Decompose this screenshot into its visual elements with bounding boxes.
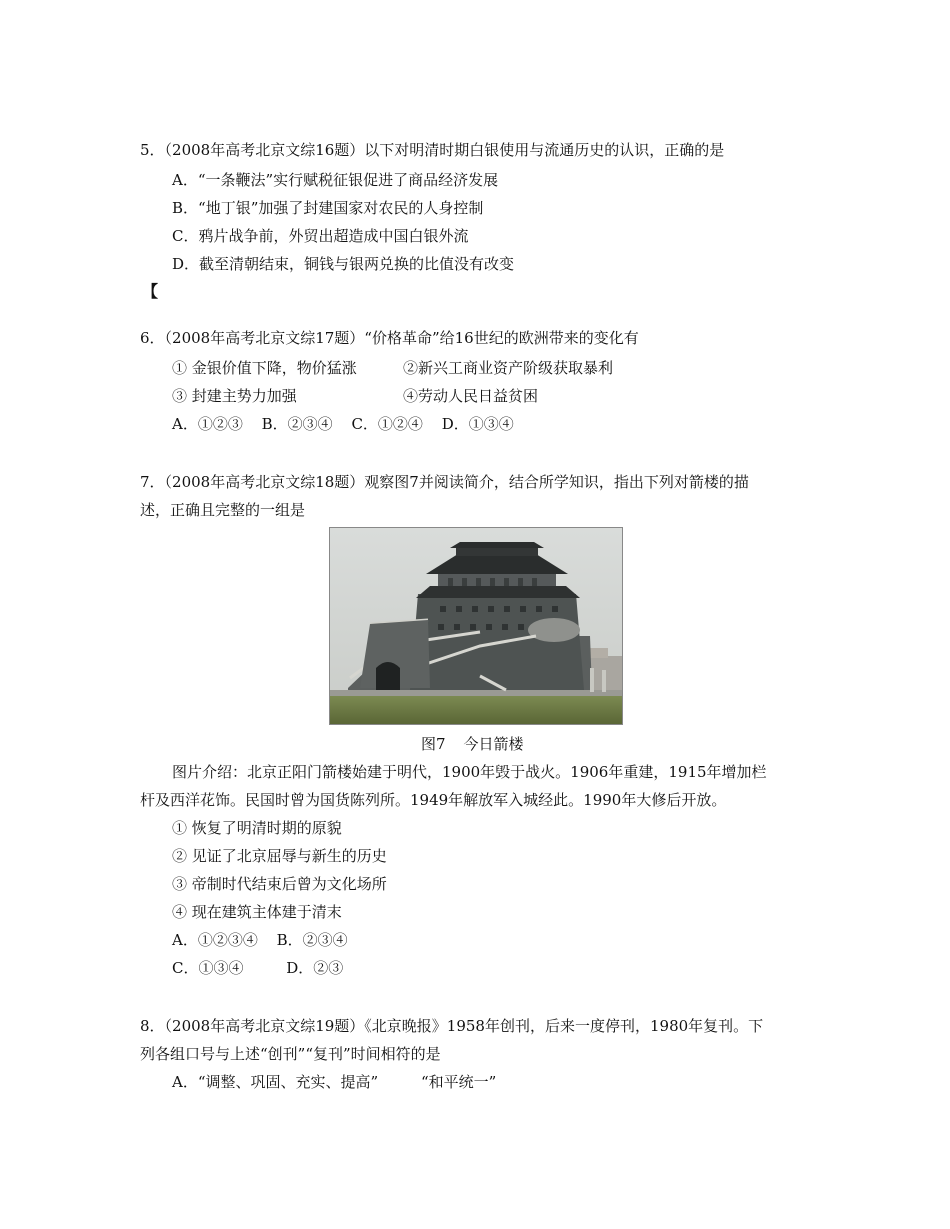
q6-item-4: ④劳动人民日益贫困 xyxy=(403,387,539,405)
q7-intro-line2: 杆及西洋花饰。民国时曾为国货陈列所。1949年解放军入城经此。1990年大修后开放。 xyxy=(140,791,727,809)
q5-option-a: A．“一条鞭法”实行赋税征银促进了商品经济发展 xyxy=(172,171,499,189)
q8-option-a-right: “和平统一” xyxy=(420,1073,497,1091)
q6-option-a: A．①②③ xyxy=(172,415,243,433)
q7-options-row2 xyxy=(172,958,343,978)
q7-intro-line1: 图片介绍：北京正阳门箭楼始建于明代，1900年毁于战火。1906年重建，1915年增加栏 xyxy=(172,763,767,781)
q6-option-b: B．②③④ xyxy=(261,415,333,433)
q5-option-b: B．“地丁银”加强了封建国家对农民的人身控制 xyxy=(172,199,484,217)
q7-item-4: ④ 现在建筑主体建于清末 xyxy=(172,903,342,921)
arrow-tower-photo xyxy=(329,527,623,725)
q7-option-a: A．①②③④ xyxy=(172,931,258,949)
q7-option-b: B．②③④ xyxy=(276,931,348,949)
q5-answer-bracket: 【 xyxy=(142,282,159,301)
q5-option-c: C．鸦片战争前，外贸出超造成中国白银外流 xyxy=(172,227,469,245)
q5-option-d: D．截至清朝结束，铜钱与银两兑换的比值没有改变 xyxy=(172,255,515,273)
q7-option-d: D．②③ xyxy=(286,959,344,977)
q8-stem-line1: 8．（2008年高考北京文综19题）《北京晚报》1958年创刊，后来一度停刊，1980年复刊。下 xyxy=(140,1017,764,1035)
q6-item-3: ③ 封建主势力加强 xyxy=(172,387,297,405)
q6-stem: 6．（2008年高考北京文综17题）“价格革命”给16世纪的欧洲带来的变化有 xyxy=(140,329,639,347)
q7-stem-line2: 述，正确且完整的一组是 xyxy=(140,501,306,519)
figure-label: 图7 xyxy=(421,735,446,753)
q7-stem-line1: 7．（2008年高考北京文综18题）观察图7并阅读简介，结合所学知识，指出下列对箭楼的描 xyxy=(140,473,749,491)
q6-item-2: ②新兴工商业资产阶级获取暴利 xyxy=(403,359,614,377)
q7-item-2: ② 见证了北京屈辱与新生的历史 xyxy=(172,847,387,865)
q8-option-a xyxy=(172,1072,496,1092)
q5-stem: 5．（2008年高考北京文综16题）以下对明清时期白银使用与流通历史的认识，正确的是 xyxy=(140,141,725,159)
q7-item-1: ① 恢复了明清时期的原貌 xyxy=(172,819,342,837)
figure-caption xyxy=(421,734,524,754)
q6-option-c: C．①②④ xyxy=(351,415,423,433)
figure-title: 今日箭楼 xyxy=(463,735,524,753)
q7-option-c: C．①③④ xyxy=(172,959,244,977)
q8-option-a-left: A．“调整、巩固、充实、提高” xyxy=(172,1073,379,1091)
q8-stem-line2: 列各组口号与上述“创刊”“复刊”时间相符的是 xyxy=(140,1045,441,1063)
q6-options xyxy=(172,414,514,434)
q7-options-row1 xyxy=(172,930,348,950)
q7-item-3: ③ 帝制时代结束后曾为文化场所 xyxy=(172,875,387,893)
q6-option-d: D．①③④ xyxy=(441,415,514,433)
q6-item-1: ① 金银价值下降，物价猛涨 xyxy=(172,359,357,377)
